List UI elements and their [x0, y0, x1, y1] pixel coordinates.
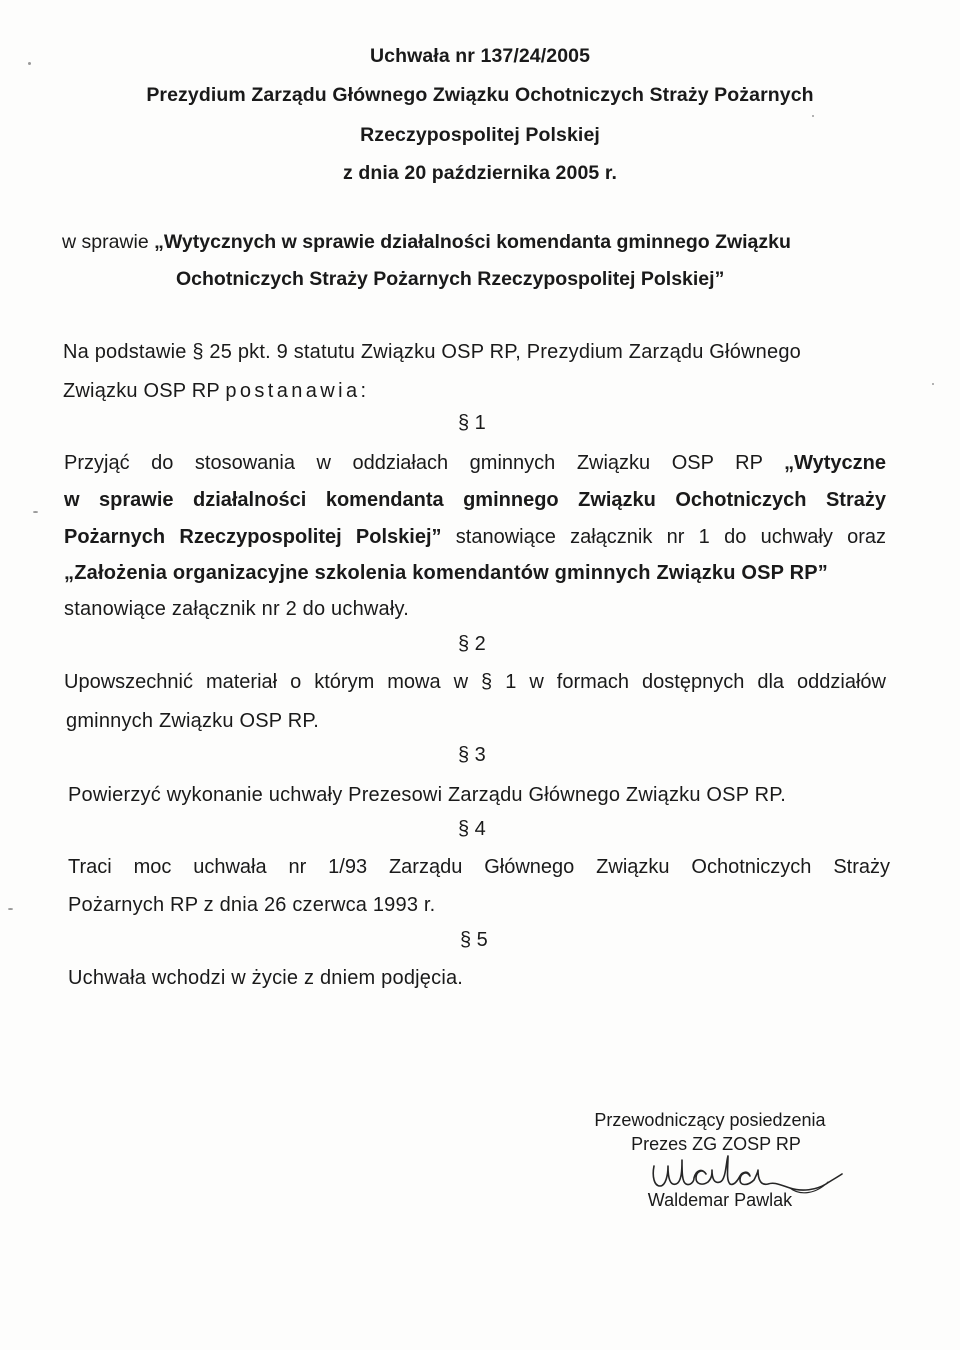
signatory-name: Waldemar Pawlak [647, 1190, 793, 1210]
section-4-line: Traci moc uchwała nr 1/93 Zarządu Głównego Związku Ochotniczych Straży [68, 856, 890, 878]
section-1-line: w sprawie działalności komendanta gminnego Związku Ochotniczych Straży [64, 489, 886, 511]
section-3-line: Powierzyć wykonanie uchwały Prezesowi Zarządu Głównego Związku OSP RP. [68, 784, 787, 806]
resolution-date: z dnia 20 października 2005 r. [343, 162, 617, 184]
preamble-colon: : [360, 380, 367, 402]
section-heading: § 5 [460, 929, 488, 951]
section-heading: § 1 [458, 412, 486, 434]
scan-speck [932, 383, 934, 385]
section-4-line: Pożarnych RP z dnia 26 czerwca 1993 r. [68, 894, 436, 916]
section-2-line: gminnych Związku OSP RP. [66, 710, 320, 732]
preamble-decision-word: postanawia [225, 380, 361, 402]
section-1-line: stanowiące załącznik nr 2 do uchwały. [64, 598, 409, 620]
scan-speck [33, 511, 38, 513]
scan-speck [8, 908, 13, 910]
subject-title-part-2: Ochotniczych Straży Pożarnych Rzeczypospolitej Polskiej” [176, 268, 725, 290]
subject-title-part-1: „Wytycznych w sprawie działalności komendanta gminnego Związku [154, 231, 791, 253]
section-1-text: stanowiące załącznik nr 1 do uchwały oraz [441, 526, 887, 548]
section-1-bold-text: Pożarnych Rzeczypospolitej Polskiej” [64, 526, 442, 548]
preamble-line-2-start: Związku OSP RP [63, 380, 226, 402]
subject-prefix: w sprawie [62, 231, 155, 253]
section-1-line [64, 526, 886, 549]
subject-line-1 [62, 231, 791, 254]
resolution-number: Uchwała nr 137/24/2005 [369, 45, 591, 67]
section-5-line: Uchwała wchodzi w życie z dniem podjęcia. [68, 967, 464, 989]
section-1-line [64, 452, 886, 475]
section-1-line: „Założenia organizacyjne szkolenia komendantów gminnych Związku OSP RP” [64, 562, 829, 584]
section-2-line: Upowszechnić materiał o którym mowa w § 1 w formach dostępnych dla oddziałów [64, 671, 886, 693]
preamble-line-2 [63, 380, 366, 403]
signature-role: Przewodniczący posiedzenia [594, 1110, 826, 1130]
preamble-line-1: Na podstawie § 25 pkt. 9 statutu Związku OSP RP, Prezydium Zarządu Głównego [63, 341, 801, 363]
section-heading: § 4 [458, 818, 486, 840]
section-heading: § 2 [458, 633, 486, 655]
scan-speck [812, 115, 814, 117]
resolution-issuer: Prezydium Zarządu Głównego Związku Ochotniczych Straży Pożarnych [146, 84, 814, 106]
section-1-text: Przyjąć do stosowania w oddziałach gminnych Związku OSP RP [64, 452, 785, 474]
subject-line-2 [176, 268, 724, 291]
section-heading: § 3 [458, 744, 486, 766]
resolution-issuer-country: Rzeczypospolitej Polskiej [360, 124, 600, 146]
section-1-bold-text: „Wytyczne [784, 452, 886, 474]
signature-title: Prezes ZG ZOSP RP [631, 1134, 801, 1154]
